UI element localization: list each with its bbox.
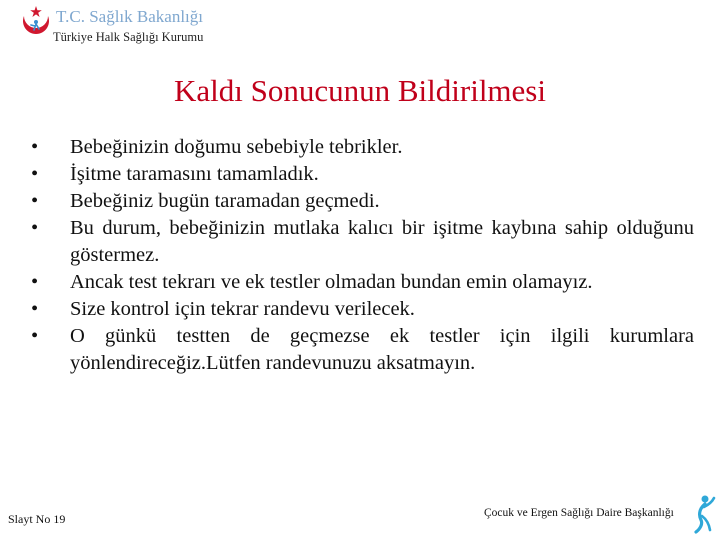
bullet-item xyxy=(28,269,694,296)
bullet-item xyxy=(28,161,694,188)
bullet-symbol: • xyxy=(31,136,39,158)
bullet-item xyxy=(28,134,694,161)
crescent-star-logo-icon xyxy=(18,4,54,42)
org-subtitle: Türkiye Halk Sağlığı Kurumu xyxy=(53,30,204,44)
bullet-text: O günkü testten de geçmezse ek testler için ilgili kurumlara yönlendireceğiz.Lütfen randevunuzu aksatmayın. xyxy=(70,325,694,374)
bullet-text: Size kontrol için tekrar randevu verilecek. xyxy=(70,298,415,320)
org-title: T.C. Sağlık Bakanlığı xyxy=(56,7,204,26)
bullet-symbol: • xyxy=(31,190,39,212)
bullet-text: Bu durum, bebeğinizin mutlaka kalıcı bir işitme kaybına sahip olduğunu göstermez. xyxy=(70,217,694,266)
footer-department: Çocuk ve Ergen Sağlığı Daire Başkanlığı xyxy=(484,507,674,519)
slide-title: Kaldı Sonucunun Bildirilmesi xyxy=(174,73,546,108)
child-figure-logo-icon xyxy=(690,492,716,534)
bullet-symbol: • xyxy=(31,271,39,293)
bullet-text: Bebeğiniz bugün taramadan geçmedi. xyxy=(70,190,380,212)
bullet-symbol: • xyxy=(31,217,39,239)
bullet-symbol: • xyxy=(31,298,39,320)
bullet-list xyxy=(28,134,694,377)
bullet-item xyxy=(28,215,694,269)
bullet-symbol: • xyxy=(31,325,39,347)
bullet-item xyxy=(28,296,694,323)
slide-number: Slayt No 19 xyxy=(8,512,66,526)
bullet-item xyxy=(28,323,694,377)
bullet-item xyxy=(28,188,694,215)
bullet-symbol: • xyxy=(31,163,39,185)
bullet-text: Bebeğinizin doğumu sebebiyle tebrikler. xyxy=(70,136,403,158)
bullet-text: İşitme taramasını tamamladık. xyxy=(70,163,319,185)
bullet-text: Ancak test tekrarı ve ek testler olmadan bundan emin olamayız. xyxy=(70,271,593,293)
